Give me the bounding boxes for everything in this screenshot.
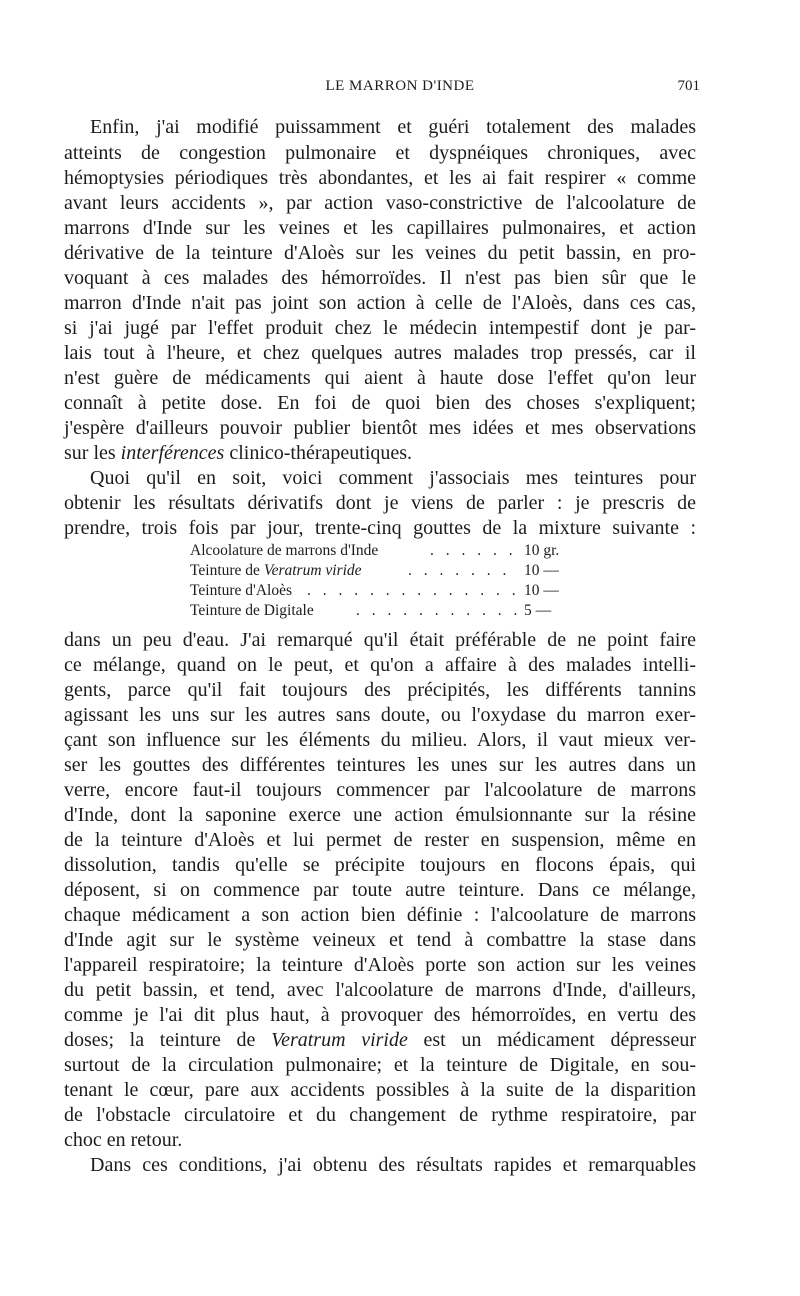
text-line: marrons d'Inde sur les veines et les capillaires pulmonaires, et action — [64, 217, 696, 239]
text-line: déposent, si on commence par toute autre teinture. Dans ce mélange, — [64, 879, 696, 901]
recipe-ingredient: Teinture d'Aloès — [190, 582, 292, 599]
recipe-leader-dots: . . . . . . — [430, 542, 517, 559]
running-title: LE MARRON D'INDE — [325, 78, 475, 94]
text-line: avant leurs accidents », par action vaso-constrictive de l'alcoolature de — [64, 192, 696, 214]
text-line: dérivative de la teinture d'Aloès sur les veines du petit bassin, en pro- — [64, 242, 696, 264]
text-line: connaît à petite dose. En foi de quoi bien des choses s'expliquent; — [64, 392, 696, 414]
text-line: d'Inde agit sur le système veineux et tend à combattre la stase dans — [64, 929, 696, 951]
recipe-ingredient: Teinture de Digitale — [190, 602, 314, 619]
text-line: gents, parce qu'il fait toujours des précipités, les différents tannins — [64, 679, 696, 701]
page-number: 701 — [677, 78, 700, 94]
recipe-amount: 10 — — [524, 562, 559, 579]
text-line: n'est guère de médicaments qui aient à haute dose l'effet qu'on leur — [64, 367, 696, 389]
text-line: surtout de la circulation pulmonaire; et la teinture de Digitale, en sou- — [64, 1054, 696, 1076]
text-line: si j'ai jugé par l'effet produit chez le médecin intempestif dont je par- — [64, 317, 696, 339]
text-line: agissant les uns sur les autres sans doute, ou l'oxydase du marron exer- — [64, 704, 696, 726]
text-line: obtenir les résultats dérivatifs dont je viens de parler : je prescris de — [64, 492, 696, 514]
text-line: j'espère d'ailleurs pouvoir publier bientôt mes idées et mes observations — [64, 417, 696, 439]
text-line: verre, encore faut-il toujours commencer par l'alcoolature de marrons — [64, 779, 696, 801]
text-line: Dans ces conditions, j'ai obtenu des résultats rapides et remarquables — [90, 1154, 696, 1176]
text-line: ser les gouttes des différentes teintures les unes sur les autres dans un — [64, 754, 696, 776]
text-line: marron d'Inde n'ait pas joint son action à celle de l'Aloès, dans ces cas, — [64, 292, 696, 314]
text-line: Quoi qu'il en soit, voici comment j'associais mes teintures pour — [90, 467, 696, 489]
recipe-leader-dots: . . . . . . . . . . . — [356, 602, 522, 619]
text-line: doses; la teinture de Veratrum viride est un médicament dépresseur — [64, 1029, 696, 1051]
text-line: d'Inde, dont la saponine exerce une action émulsionnante sur la résine — [64, 804, 696, 826]
text-line: l'appareil respiratoire; la teinture d'Aloès porte son action sur les veines — [64, 954, 696, 976]
text-line: voquant à ces malades des hémorroïdes. Il n'est pas bien sûr que le — [64, 267, 696, 289]
text-line: chaque médicament a son action bien définie : l'alcoolature de marrons — [64, 904, 696, 926]
recipe-amount: 10 — — [524, 582, 559, 599]
text-line: atteints de congestion pulmonaire et dyspnéiques chroniques, avec — [64, 142, 696, 164]
italic-term: interférences — [120, 442, 225, 464]
recipe-amount: 5 — — [524, 602, 552, 619]
text-line: prendre, trois fois par jour, trente-cinq gouttes de la mixture suivante : — [64, 517, 696, 539]
recipe-leader-dots: . . . . . . . . . . . . . . — [307, 582, 520, 599]
text-line: tenant le cœur, pare aux accidents possibles à la suite de la disparition — [64, 1079, 696, 1101]
recipe-ingredient: Alcoolature de marrons d'Inde — [190, 542, 379, 559]
text-line: dissolution, tandis qu'elle se précipite toujours en flocons épais, qui — [64, 854, 696, 876]
text-line: lais tout à l'heure, et chez quelques autres malades trop pressés, car il — [64, 342, 696, 364]
text-line: ce mélange, quand on le peut, et qu'on a affaire à des malades intelli- — [64, 654, 696, 676]
text-line: de l'obstacle circulatoire et du changement de rythme respiratoire, par — [64, 1104, 696, 1126]
text-line: hémoptysies périodiques très abondantes, et les ai fait respirer « comme — [64, 167, 696, 189]
text-line: du petit bassin, et tend, avec l'alcoolature de marrons d'Inde, d'ailleurs, — [64, 979, 696, 1001]
recipe-ingredient: Teinture de Veratrum viride — [190, 562, 362, 579]
text-line: Enfin, j'ai modifié puissamment et guéri totalement des malades — [90, 116, 696, 138]
text-line: choc en retour. — [64, 1129, 183, 1151]
recipe-amount: 10 gr. — [524, 542, 560, 559]
text-line: comme je l'ai dit plus haut, à provoquer des hémorroïdes, en vertu des — [64, 1004, 696, 1026]
text-line: de la teinture d'Aloès et lui permet de rester en suspension, même en — [64, 829, 696, 851]
italic-term: Veratrum viride — [271, 1029, 408, 1051]
text-line: sur les interférences clinico-thérapeutiques. — [64, 442, 413, 464]
recipe-leader-dots: . . . . . . . — [408, 562, 511, 579]
text-line: çant son influence sur les éléments du milieu. Alors, il vaut mieux ver- — [64, 729, 696, 751]
text-line: dans un peu d'eau. J'ai remarqué qu'il était préférable de ne point faire — [64, 629, 696, 651]
